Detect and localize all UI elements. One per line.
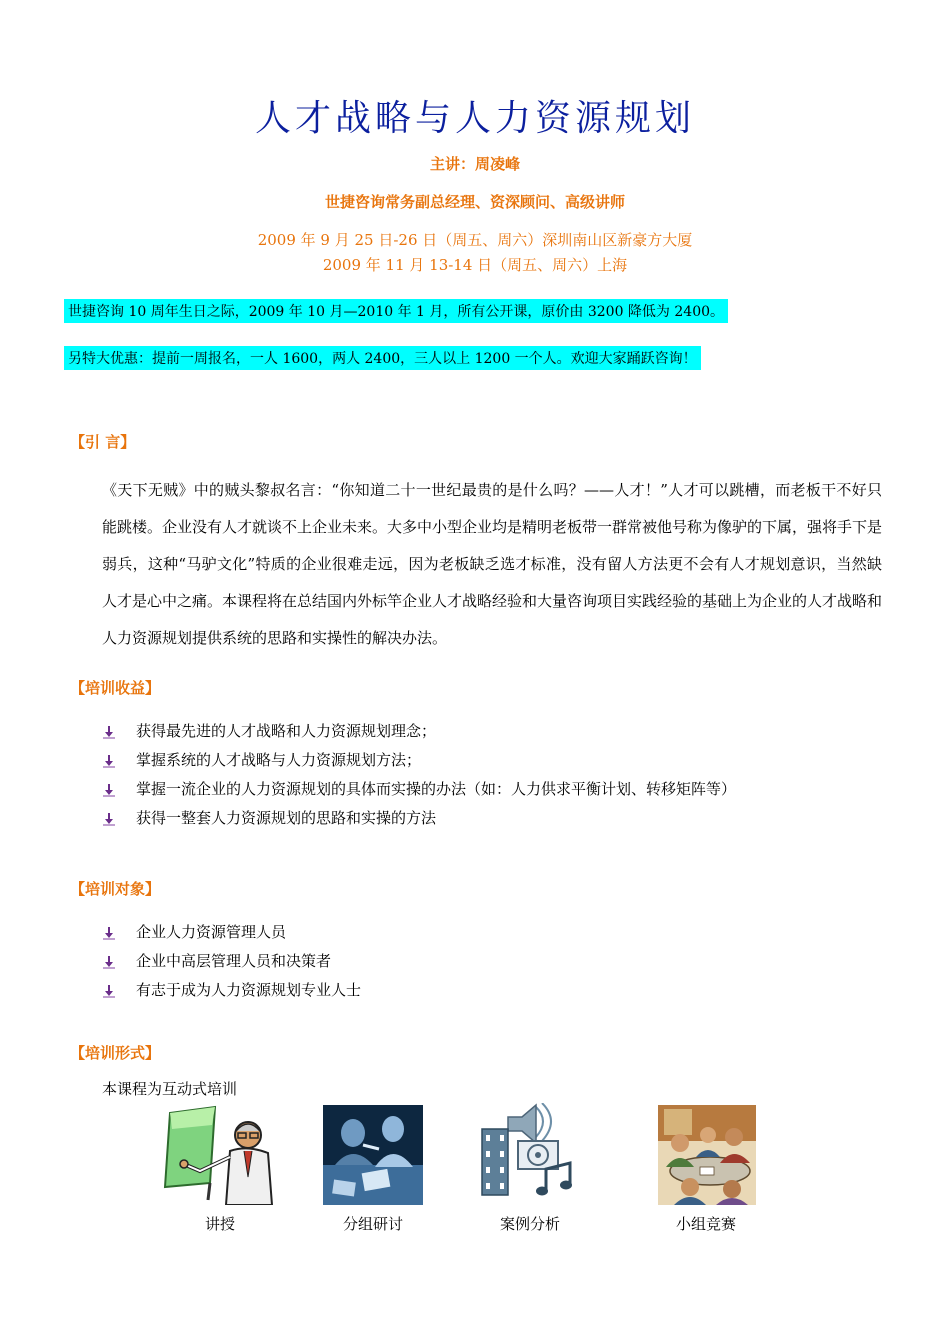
benefits-heading: 【培训收益】 <box>70 679 161 697</box>
intro-text: 《天下无贼》中的贼头黎叔名言：“你知道二十一世纪最贵的是什么吗？——人才！”人才可以跳槽，而老板干不好只能跳楼。企业没有人才就谈不上企业未来。大多中小型企业均是精明老板带一群常被他号称为像驴的下属，强将手下是弱兵，这种“马驴文化”特质的企业很难走远，因为老板缺乏选才标准，没有留人方法更不会有人才规划意识，当然缺人才是心中之痛。本课程将在总结国内外标竿企业人才战略经验和大量咨询项目实践经验的基础上为企业的人才战略和人力资源规划提供系统的思路和实操性的解决办法。 <box>102 481 883 647</box>
arrow-bullet-icon <box>102 754 116 768</box>
page-title: 人才战略与人力资源规划 <box>254 98 695 139</box>
promo-line-2: 另特大优惠：提前一周报名，一人 1600，两人 2400，三人以上 1200 一个人。欢迎大家踊跃咨询！ <box>64 346 701 370</box>
date-shanghai: 2009 年 11 月 13-14 日（周五、周六）上海 <box>322 256 628 274</box>
list-item: 企业人力资源管理人员 <box>102 918 361 947</box>
benefits-list <box>102 717 736 833</box>
list-item: 获得最先进的人才战略和人力资源规划理念； <box>102 717 736 746</box>
list-item: 获得一整套人力资源规划的思路和实操的方法 <box>102 804 736 833</box>
arrow-bullet-icon <box>102 812 116 826</box>
caption-lecture: 讲授 <box>204 1215 235 1233</box>
intro-paragraph <box>102 472 882 657</box>
arrow-bullet-icon <box>102 783 116 797</box>
list-item: 掌握系统的人才战略与人力资源规划方法； <box>102 746 736 775</box>
arrow-bullet-icon <box>102 725 116 739</box>
speaker-title: 世捷咨询常务副总经理、资深顾问、高级讲师 <box>324 193 625 211</box>
arrow-bullet-icon <box>102 926 116 940</box>
date-shenzhen: 2009 年 9 月 25 日-26 日（周五、周六）深圳南山区新豪方大厦 <box>257 231 693 249</box>
team-competition-clipart-icon <box>658 1105 756 1205</box>
case-analysis-clipart-icon <box>478 1103 588 1198</box>
list-item: 企业中高层管理人员和决策者 <box>102 947 361 976</box>
audience-heading: 【培训对象】 <box>70 880 161 898</box>
arrow-bullet-icon <box>102 955 116 969</box>
caption-group-discussion: 分组研讨 <box>342 1215 403 1233</box>
list-item: 掌握一流企业的人力资源规划的具体而实操的办法（如：人力供求平衡计划、转移矩阵等） <box>102 775 736 804</box>
audience-list <box>102 918 361 1005</box>
intro-heading: 【引 言】 <box>70 433 136 451</box>
caption-team-competition: 小组竞赛 <box>675 1215 736 1233</box>
format-text: 本课程为互动式培训 <box>102 1080 238 1098</box>
lecture-clipart-icon <box>160 1105 280 1205</box>
format-heading: 【培训形式】 <box>70 1044 161 1062</box>
promo-line-1: 世捷咨询 10 周年生日之际，2009 年 10 月—2010 年 1 月，所有公开课，原价由 3200 降低为 2400。 <box>64 299 728 323</box>
arrow-bullet-icon <box>102 984 116 998</box>
list-item: 有志于成为人力资源规划专业人士 <box>102 976 361 1005</box>
speaker: 主讲：周凌峰 <box>429 155 520 173</box>
caption-case-analysis: 案例分析 <box>499 1215 560 1233</box>
group-discussion-photo-icon <box>323 1105 423 1205</box>
